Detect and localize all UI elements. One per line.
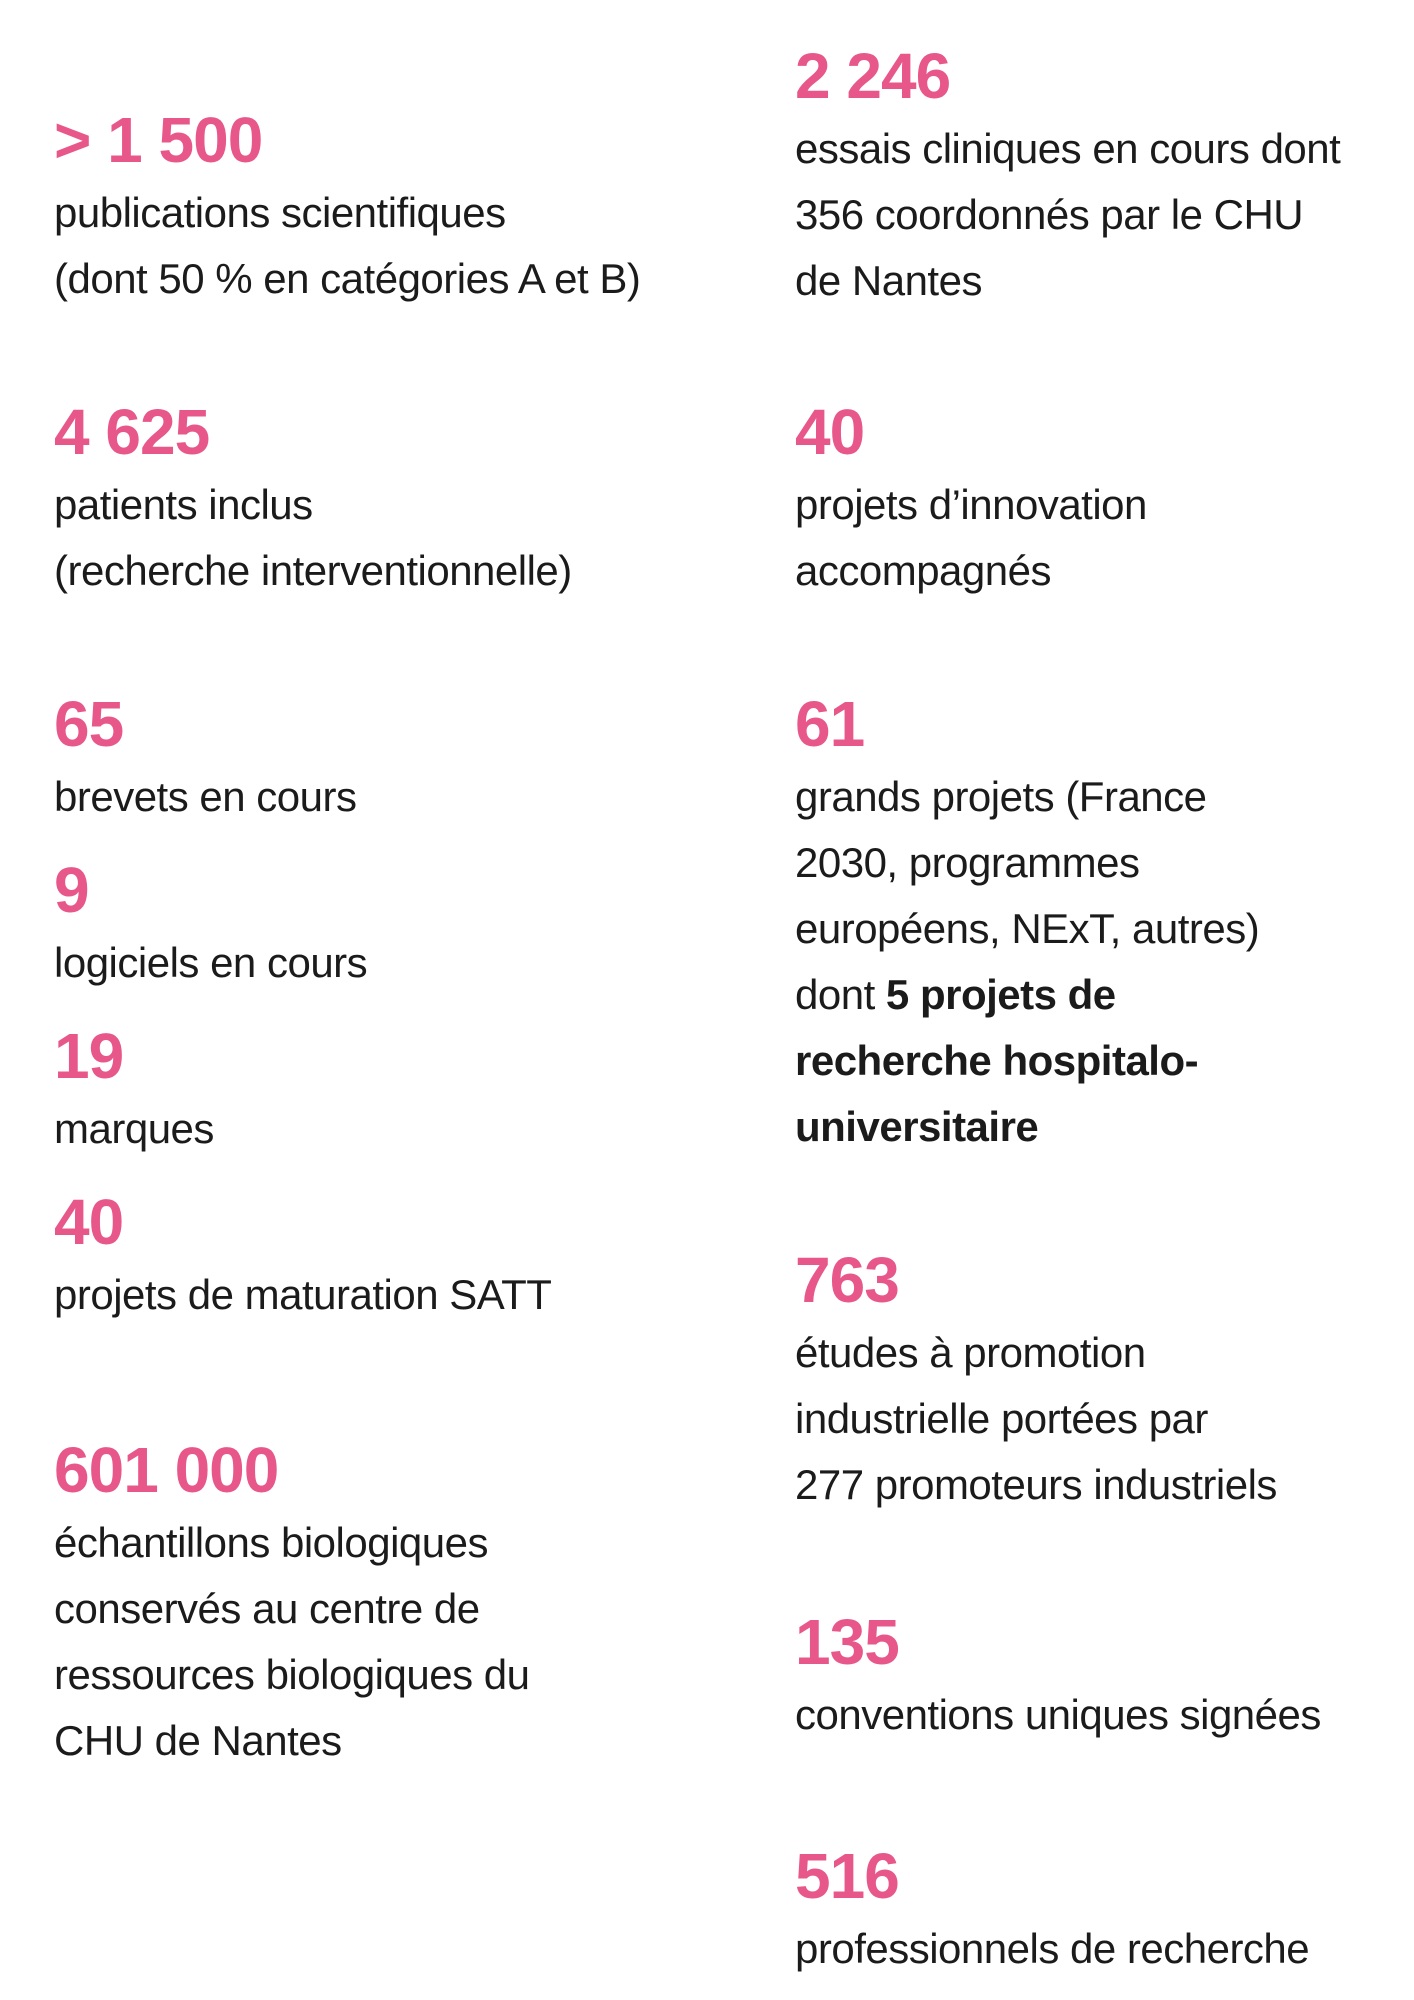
stat-number: 65 xyxy=(54,688,124,760)
stat-description-line: échantillons biologiques xyxy=(54,1519,488,1566)
stat-description-line: européens, NExT, autres) xyxy=(795,905,1260,952)
stat-description-emphasis: universitaire xyxy=(795,1103,1039,1150)
stat-logiciels xyxy=(54,850,754,996)
stat-description xyxy=(795,1916,1414,1982)
stat-description-line: (recherche interventionnelle) xyxy=(54,547,572,594)
stat-description xyxy=(54,1510,754,1774)
stat-professionnels xyxy=(795,1836,1414,1982)
stat-echantillons xyxy=(54,1430,754,1774)
stat-publications xyxy=(54,100,754,312)
stat-description-text: dont xyxy=(795,971,886,1018)
stat-marques xyxy=(54,1016,754,1162)
stat-description-emphasis: recherche hospitalo- xyxy=(795,1037,1199,1084)
stat-conventions xyxy=(795,1602,1414,1748)
stat-description xyxy=(54,472,754,604)
stat-description xyxy=(795,116,1414,314)
stat-description-line: grands projets (France xyxy=(795,773,1207,820)
stat-description xyxy=(54,1096,754,1162)
stat-description xyxy=(54,930,754,996)
stat-innovation xyxy=(795,392,1414,604)
stat-number: 516 xyxy=(795,1840,899,1912)
stat-description xyxy=(795,764,1414,1160)
stat-maturation xyxy=(54,1182,754,1328)
stat-description-line: projets de maturation SATT xyxy=(54,1271,552,1318)
stat-description-line: marques xyxy=(54,1105,214,1152)
stat-patients xyxy=(54,392,754,604)
stat-description xyxy=(54,1262,754,1328)
stat-description-line xyxy=(795,1028,1414,1094)
stat-description-line: 277 promoteurs industriels xyxy=(795,1461,1277,1508)
stat-description-emphasis: 5 projets de xyxy=(885,971,1116,1018)
stat-description-line: de Nantes xyxy=(795,257,982,304)
stat-number: 61 xyxy=(795,688,865,760)
stat-number: 601 000 xyxy=(54,1434,279,1506)
stat-description xyxy=(54,180,754,312)
stat-etudes-industrielles xyxy=(795,1240,1414,1518)
stat-description-line xyxy=(795,962,1414,1028)
stat-description-line: conventions uniques signées xyxy=(795,1691,1321,1738)
stat-description-line: brevets en cours xyxy=(54,773,357,820)
stat-description-line: 356 coordonnés par le CHU xyxy=(795,191,1304,238)
stat-number: 40 xyxy=(795,396,865,468)
stat-description xyxy=(54,764,754,830)
stat-number: 763 xyxy=(795,1244,899,1316)
stat-description-line: publications scientifiques xyxy=(54,189,506,236)
stat-number: 9 xyxy=(54,854,89,926)
stat-number: 40 xyxy=(54,1186,124,1258)
stat-number: 2 246 xyxy=(795,40,951,112)
stat-description-line: logiciels en cours xyxy=(54,939,368,986)
stat-description xyxy=(795,1320,1414,1518)
stat-description-line: industrielle portées par xyxy=(795,1395,1208,1442)
stat-description-line: (dont 50 % en catégories A et B) xyxy=(54,255,641,302)
stat-essais-cliniques xyxy=(795,36,1414,314)
stat-number: 135 xyxy=(795,1606,899,1678)
stat-description-line: professionnels de recherche xyxy=(795,1925,1310,1972)
stat-description xyxy=(795,1682,1414,1748)
stat-description-line: ressources biologiques du xyxy=(54,1651,530,1698)
stat-number: 19 xyxy=(54,1020,124,1092)
stat-number: 4 625 xyxy=(54,396,210,468)
stat-description-line: études à promotion xyxy=(795,1329,1146,1376)
stat-grands-projets xyxy=(795,684,1414,1160)
stat-description-line: essais cliniques en cours dont xyxy=(795,125,1341,172)
stat-description-line: patients inclus xyxy=(54,481,313,528)
stat-description-line xyxy=(795,1094,1414,1160)
stat-description-line: accompagnés xyxy=(795,547,1051,594)
stat-description-line: conservés au centre de xyxy=(54,1585,480,1632)
stat-description-line: CHU de Nantes xyxy=(54,1717,342,1764)
stat-brevets xyxy=(54,684,754,830)
stat-number: > 1 500 xyxy=(54,104,263,176)
stat-description xyxy=(795,472,1414,604)
stat-description-line: projets d’innovation xyxy=(795,481,1147,528)
stat-description-line: 2030, programmes xyxy=(795,839,1140,886)
